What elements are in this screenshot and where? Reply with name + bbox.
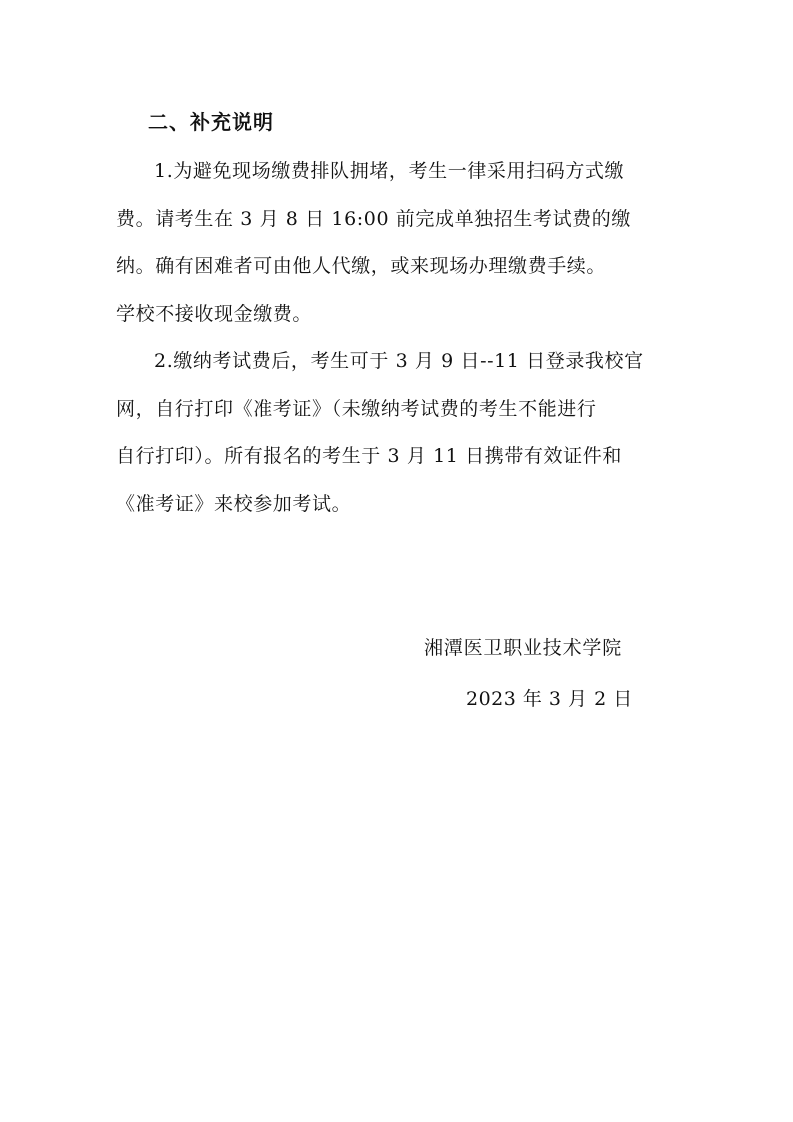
paragraph-admission-ticket xyxy=(116,338,678,528)
paragraph-line: 学校不接收现金缴费。 xyxy=(116,302,313,325)
signature-date: 2023 年 3 月 2 日 xyxy=(466,688,633,710)
paragraph-line: 费。请考生在 3 月 8 日 16:00 前完成单独招生考试费的缴 xyxy=(116,207,631,230)
paragraph-line: 自行打印）。所有报名的考生于 3 月 11 日携带有效证件和 xyxy=(116,445,622,467)
paragraph-payment-instructions xyxy=(116,148,678,338)
paragraph-line: 纳。确有困难者可由他人代缴，或来现场办理缴费手续。 xyxy=(116,255,607,277)
paragraph-line: 2.缴纳考试费后，考生可于 3 月 9 日--11 日登录我校官 xyxy=(154,350,644,372)
section-heading: 二、补充说明 xyxy=(148,110,274,134)
paragraph-line: 1.为避免现场缴费排队拥堵，考生一律采用扫码方式缴 xyxy=(154,160,625,182)
paragraph-line: 《准考证》来校参加考试。 xyxy=(116,492,352,515)
paragraph-line: 网，自行打印《准考证》（未缴纳考试费的考生不能进行 xyxy=(116,397,597,420)
signature-organization: 湘潭医卫职业技术学院 xyxy=(424,637,623,659)
